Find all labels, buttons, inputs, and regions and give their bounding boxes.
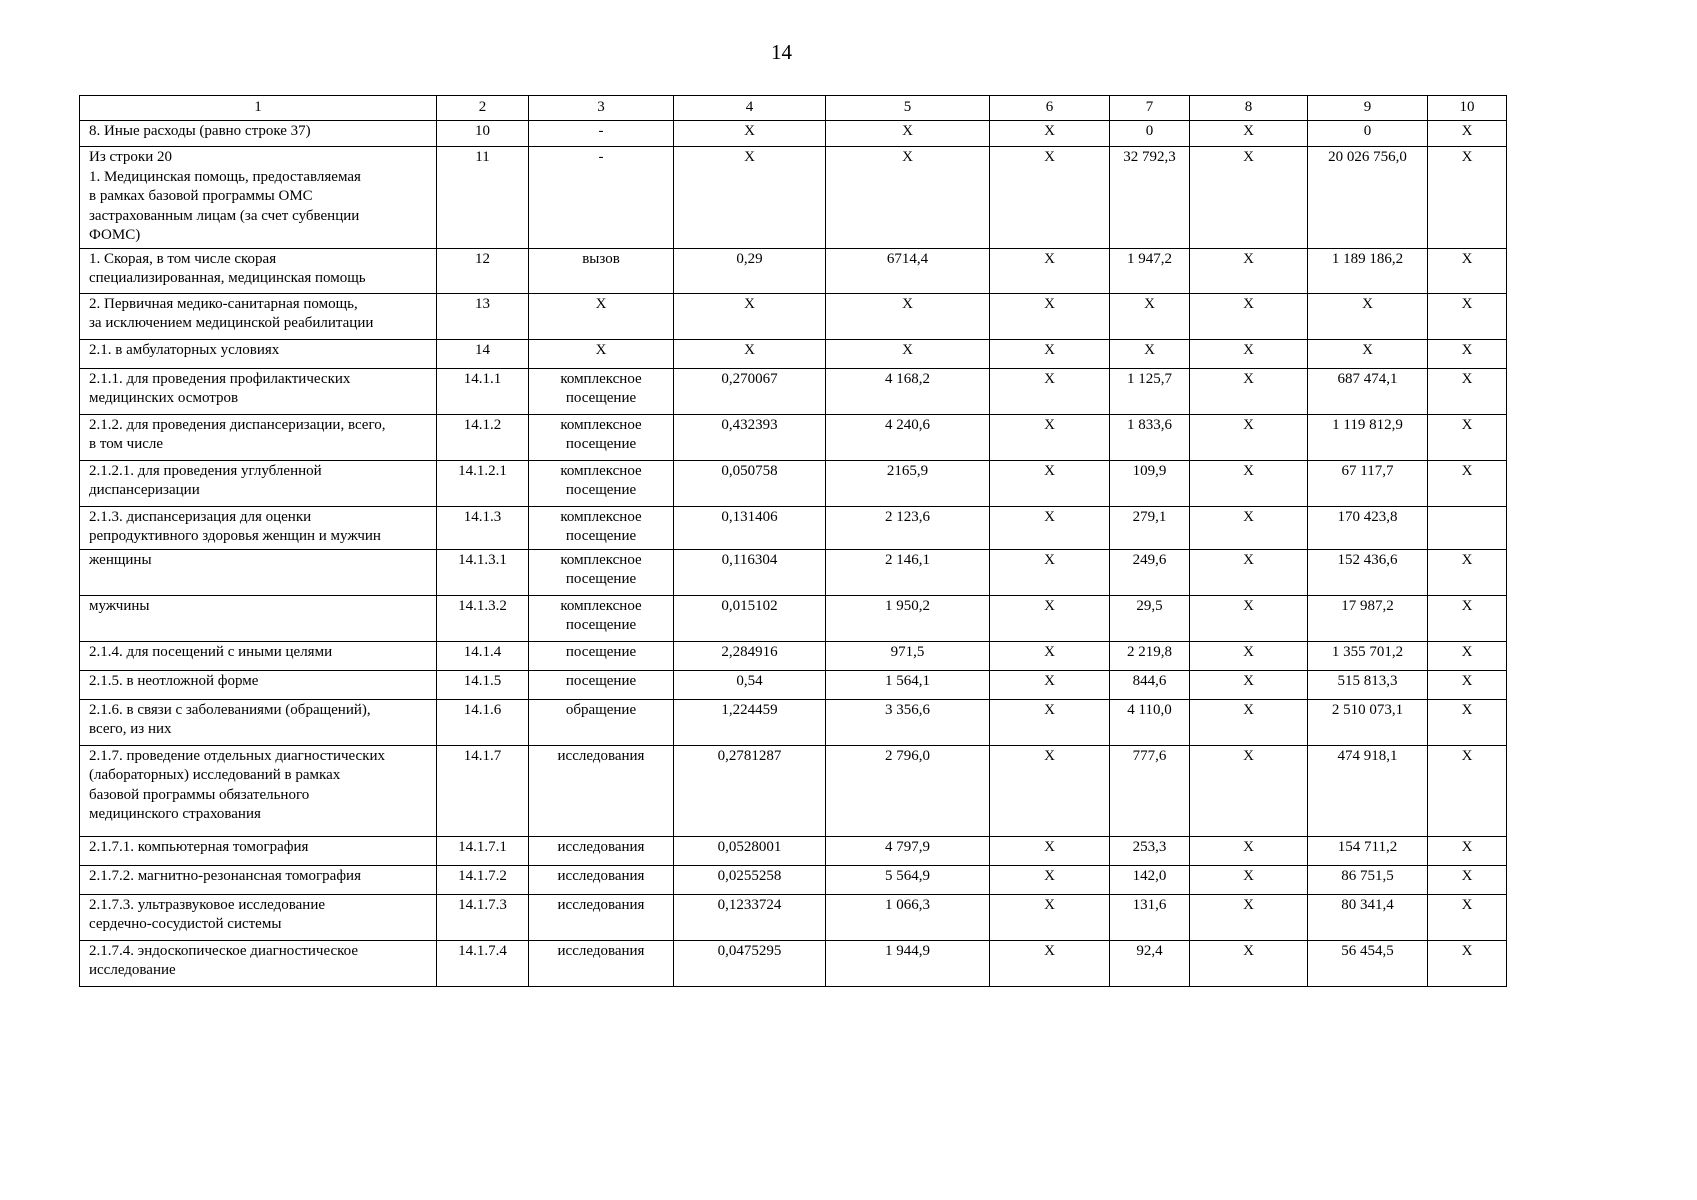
table-cell: 14.1.4: [437, 641, 529, 670]
row-label-cell: 2.1.7. проведение отдельных диагностических (лабораторных) исследований в рамках базовой программы обязательного медицинского страхования: [80, 745, 437, 836]
table-cell: X: [1428, 549, 1507, 595]
table-row: [80, 699, 1507, 745]
table-cell: X: [990, 745, 1110, 836]
table-cell: 14.1.5: [437, 670, 529, 699]
table-cell: комплексное посещение: [529, 549, 674, 595]
table-cell: обращение: [529, 699, 674, 745]
table-cell: комплексное посещение: [529, 460, 674, 506]
row-label-cell: женщины: [80, 549, 437, 595]
table-cell: 0,0528001: [674, 836, 826, 865]
table-cell: X: [990, 865, 1110, 894]
table-cell: 0,270067: [674, 368, 826, 414]
table-cell: 0,116304: [674, 549, 826, 595]
table-cell: X: [826, 339, 990, 368]
table-cell: X: [1190, 293, 1308, 339]
table-cell: X: [1428, 670, 1507, 699]
table-cell: 0,29: [674, 248, 826, 293]
table-cell: 1 947,2: [1110, 248, 1190, 293]
table-row: [80, 293, 1507, 339]
column-number-6: 6: [990, 96, 1110, 121]
table-cell: исследования: [529, 940, 674, 986]
table-cell: 2 219,8: [1110, 641, 1190, 670]
table-cell: 1 119 812,9: [1308, 414, 1428, 460]
row-label-cell: Из строки 20 1. Медицинская помощь, предоставляемая в рамках базовой программы ОМС застрахованным лицам (за счет субвенции ФОМС): [80, 147, 437, 249]
table-cell: X: [674, 147, 826, 249]
table-cell: X: [1428, 339, 1507, 368]
table-cell: 1 950,2: [826, 595, 990, 641]
column-number-10: 10: [1428, 96, 1507, 121]
table-row: [80, 506, 1507, 549]
table-cell: 14.1.2: [437, 414, 529, 460]
table-cell: X: [990, 894, 1110, 940]
table-cell: 10: [437, 121, 529, 147]
table-cell: X: [990, 595, 1110, 641]
table-cell: комплексное посещение: [529, 595, 674, 641]
table-cell: 4 240,6: [826, 414, 990, 460]
table-row: [80, 836, 1507, 865]
table-cell: 2 123,6: [826, 506, 990, 549]
table-cell: 4 168,2: [826, 368, 990, 414]
table-cell: 14.1.3.2: [437, 595, 529, 641]
table-cell: 14.1.7.4: [437, 940, 529, 986]
table-cell: 2 796,0: [826, 745, 990, 836]
table-cell: 2,284916: [674, 641, 826, 670]
table-cell: 14.1.2.1: [437, 460, 529, 506]
table-row: [80, 339, 1507, 368]
table-cell: X: [1428, 414, 1507, 460]
table-cell: 1,224459: [674, 699, 826, 745]
table-cell: X: [1308, 293, 1428, 339]
table-cell: 2165,9: [826, 460, 990, 506]
table-cell: 0,2781287: [674, 745, 826, 836]
column-number-3: 3: [529, 96, 674, 121]
table-cell: X: [1190, 836, 1308, 865]
table-cell: [1428, 506, 1507, 549]
table-cell: X: [1190, 414, 1308, 460]
table-cell: X: [1110, 293, 1190, 339]
table-cell: 14.1.6: [437, 699, 529, 745]
row-label-cell: 2.1.2. для проведения диспансеризации, всего, в том числе: [80, 414, 437, 460]
table-cell: 971,5: [826, 641, 990, 670]
row-label-cell: 2.1.1. для проведения профилактических медицинских осмотров: [80, 368, 437, 414]
table-cell: 109,9: [1110, 460, 1190, 506]
table-cell: 14.1.7.1: [437, 836, 529, 865]
table-cell: 67 117,7: [1308, 460, 1428, 506]
table-cell: X: [990, 836, 1110, 865]
page-number: 14: [771, 40, 792, 64]
table-cell: 14.1.7: [437, 745, 529, 836]
table-cell: X: [1428, 940, 1507, 986]
table-cell: X: [990, 506, 1110, 549]
table-header-row: [80, 96, 1507, 121]
table-cell: 0,54: [674, 670, 826, 699]
table-row: [80, 368, 1507, 414]
table-row: [80, 248, 1507, 293]
table-cell: 14.1.3: [437, 506, 529, 549]
column-number-5: 5: [826, 96, 990, 121]
table-cell: 13: [437, 293, 529, 339]
table-cell: 1 564,1: [826, 670, 990, 699]
table-cell: X: [674, 293, 826, 339]
table-cell: 152 436,6: [1308, 549, 1428, 595]
table-cell: X: [1190, 699, 1308, 745]
table-cell: 687 474,1: [1308, 368, 1428, 414]
table-cell: 154 711,2: [1308, 836, 1428, 865]
row-label-cell: 2.1.3. диспансеризация для оценки репродуктивного здоровья женщин и мужчин: [80, 506, 437, 549]
table-cell: X: [990, 248, 1110, 293]
table-cell: 249,6: [1110, 549, 1190, 595]
table-cell: X: [990, 293, 1110, 339]
table-cell: X: [1190, 147, 1308, 249]
table-cell: 0,131406: [674, 506, 826, 549]
table-row: [80, 549, 1507, 595]
table-cell: 515 813,3: [1308, 670, 1428, 699]
row-label-cell: мужчины: [80, 595, 437, 641]
table-cell: X: [1428, 293, 1507, 339]
table-cell: 474 918,1: [1308, 745, 1428, 836]
table-cell: X: [826, 121, 990, 147]
table-cell: X: [1190, 641, 1308, 670]
table-cell: X: [1428, 865, 1507, 894]
table-cell: X: [990, 940, 1110, 986]
table-cell: X: [1190, 595, 1308, 641]
table-cell: комплексное посещение: [529, 506, 674, 549]
table-cell: X: [990, 414, 1110, 460]
table-cell: 2 146,1: [826, 549, 990, 595]
table-cell: 5 564,9: [826, 865, 990, 894]
table-cell: X: [1428, 745, 1507, 836]
table-cell: 32 792,3: [1110, 147, 1190, 249]
table-cell: X: [1428, 894, 1507, 940]
table-cell: 844,6: [1110, 670, 1190, 699]
table-cell: комплексное посещение: [529, 414, 674, 460]
table-cell: 92,4: [1110, 940, 1190, 986]
row-label-cell: 2.1.7.2. магнитно-резонансная томография: [80, 865, 437, 894]
table-cell: 14.1.7.2: [437, 865, 529, 894]
row-label-cell: 2. Первичная медико-санитарная помощь, за исключением медицинской реабилитации: [80, 293, 437, 339]
table-cell: X: [990, 549, 1110, 595]
row-label-cell: 2.1. в амбулаторных условиях: [80, 339, 437, 368]
column-number-2: 2: [437, 96, 529, 121]
table-row: [80, 641, 1507, 670]
table-cell: X: [990, 670, 1110, 699]
table-row: [80, 894, 1507, 940]
table-cell: X: [1428, 368, 1507, 414]
table-row: [80, 460, 1507, 506]
table-cell: 86 751,5: [1308, 865, 1428, 894]
table-cell: 1 066,3: [826, 894, 990, 940]
table-cell: 29,5: [1110, 595, 1190, 641]
table-cell: исследования: [529, 836, 674, 865]
column-number-7: 7: [1110, 96, 1190, 121]
table-cell: X: [1190, 940, 1308, 986]
table-cell: -: [529, 121, 674, 147]
table-cell: X: [1308, 339, 1428, 368]
table-cell: X: [826, 147, 990, 249]
table-cell: 253,3: [1110, 836, 1190, 865]
table-cell: 0,0255258: [674, 865, 826, 894]
table-cell: X: [1428, 147, 1507, 249]
table-cell: комплексное посещение: [529, 368, 674, 414]
row-label-cell: 2.1.4. для посещений с иными целями: [80, 641, 437, 670]
table-cell: 0,0475295: [674, 940, 826, 986]
table-cell: исследования: [529, 745, 674, 836]
table-cell: 279,1: [1110, 506, 1190, 549]
table-cell: исследования: [529, 865, 674, 894]
table-cell: 14.1.1: [437, 368, 529, 414]
table-cell: 6714,4: [826, 248, 990, 293]
table-cell: 1 944,9: [826, 940, 990, 986]
table-cell: 1 125,7: [1110, 368, 1190, 414]
table-cell: X: [1428, 641, 1507, 670]
table-cell: 14.1.7.3: [437, 894, 529, 940]
row-label-cell: 2.1.7.1. компьютерная томография: [80, 836, 437, 865]
table-cell: 0: [1110, 121, 1190, 147]
table-row: [80, 865, 1507, 894]
table-cell: X: [1190, 460, 1308, 506]
table-cell: X: [1428, 121, 1507, 147]
table-cell: X: [990, 147, 1110, 249]
table-cell: 4 110,0: [1110, 699, 1190, 745]
table-cell: X: [990, 699, 1110, 745]
table-cell: исследования: [529, 894, 674, 940]
table-cell: X: [1190, 248, 1308, 293]
table-cell: X: [1190, 670, 1308, 699]
table-cell: 11: [437, 147, 529, 249]
table-cell: X: [990, 121, 1110, 147]
table-cell: 1 355 701,2: [1308, 641, 1428, 670]
row-label-cell: 2.1.6. в связи с заболеваниями (обращений), всего, из них: [80, 699, 437, 745]
table-cell: 4 797,9: [826, 836, 990, 865]
table-cell: 0: [1308, 121, 1428, 147]
column-number-9: 9: [1308, 96, 1428, 121]
table-cell: X: [990, 460, 1110, 506]
data-table: [79, 95, 1507, 987]
table-row: [80, 121, 1507, 147]
table-cell: 0,432393: [674, 414, 826, 460]
table-cell: X: [1110, 339, 1190, 368]
row-label-cell: 2.1.7.3. ультразвуковое исследование сердечно-сосудистой системы: [80, 894, 437, 940]
row-label-cell: 1. Скорая, в том числе скорая специализированная, медицинская помощь: [80, 248, 437, 293]
table-cell: X: [1428, 836, 1507, 865]
table-cell: X: [674, 121, 826, 147]
table-row: [80, 745, 1507, 836]
table-cell: вызов: [529, 248, 674, 293]
table-cell: X: [1190, 506, 1308, 549]
table-cell: 170 423,8: [1308, 506, 1428, 549]
column-number-1: 1: [80, 96, 437, 121]
table-cell: X: [1190, 549, 1308, 595]
table-cell: 20 026 756,0: [1308, 147, 1428, 249]
table-cell: -: [529, 147, 674, 249]
table-cell: 0,1233724: [674, 894, 826, 940]
table-cell: 2 510 073,1: [1308, 699, 1428, 745]
table-row: [80, 670, 1507, 699]
row-label-cell: 2.1.7.4. эндоскопическое диагностическое исследование: [80, 940, 437, 986]
table-cell: X: [826, 293, 990, 339]
table-cell: X: [990, 368, 1110, 414]
table-cell: X: [1190, 745, 1308, 836]
table-cell: 3 356,6: [826, 699, 990, 745]
table-cell: 14.1.3.1: [437, 549, 529, 595]
row-label-cell: 2.1.2.1. для проведения углубленной диспансеризации: [80, 460, 437, 506]
table-cell: X: [1428, 460, 1507, 506]
table-cell: 80 341,4: [1308, 894, 1428, 940]
table-cell: посещение: [529, 670, 674, 699]
table-cell: 777,6: [1110, 745, 1190, 836]
row-label-cell: 2.1.5. в неотложной форме: [80, 670, 437, 699]
table-cell: 14: [437, 339, 529, 368]
table-cell: 1 833,6: [1110, 414, 1190, 460]
table-cell: 0,050758: [674, 460, 826, 506]
table-cell: посещение: [529, 641, 674, 670]
column-number-4: 4: [674, 96, 826, 121]
table-cell: 12: [437, 248, 529, 293]
table-cell: 142,0: [1110, 865, 1190, 894]
table-cell: 131,6: [1110, 894, 1190, 940]
row-label-cell: 8. Иные расходы (равно строке 37): [80, 121, 437, 147]
column-number-8: 8: [1190, 96, 1308, 121]
table-cell: X: [1190, 339, 1308, 368]
table-cell: X: [1428, 248, 1507, 293]
table-cell: X: [1190, 865, 1308, 894]
table-cell: 17 987,2: [1308, 595, 1428, 641]
table-row: [80, 414, 1507, 460]
table-cell: X: [529, 339, 674, 368]
table-cell: 1 189 186,2: [1308, 248, 1428, 293]
table-cell: 56 454,5: [1308, 940, 1428, 986]
table-cell: X: [1428, 699, 1507, 745]
table-row: [80, 595, 1507, 641]
table-cell: X: [1190, 894, 1308, 940]
table-cell: X: [990, 339, 1110, 368]
table-cell: X: [674, 339, 826, 368]
table-cell: X: [1190, 368, 1308, 414]
table-row: [80, 940, 1507, 986]
table-cell: X: [1428, 595, 1507, 641]
table-row: [80, 147, 1507, 249]
table-cell: X: [990, 641, 1110, 670]
table-cell: 0,015102: [674, 595, 826, 641]
table-cell: X: [529, 293, 674, 339]
table-cell: X: [1190, 121, 1308, 147]
